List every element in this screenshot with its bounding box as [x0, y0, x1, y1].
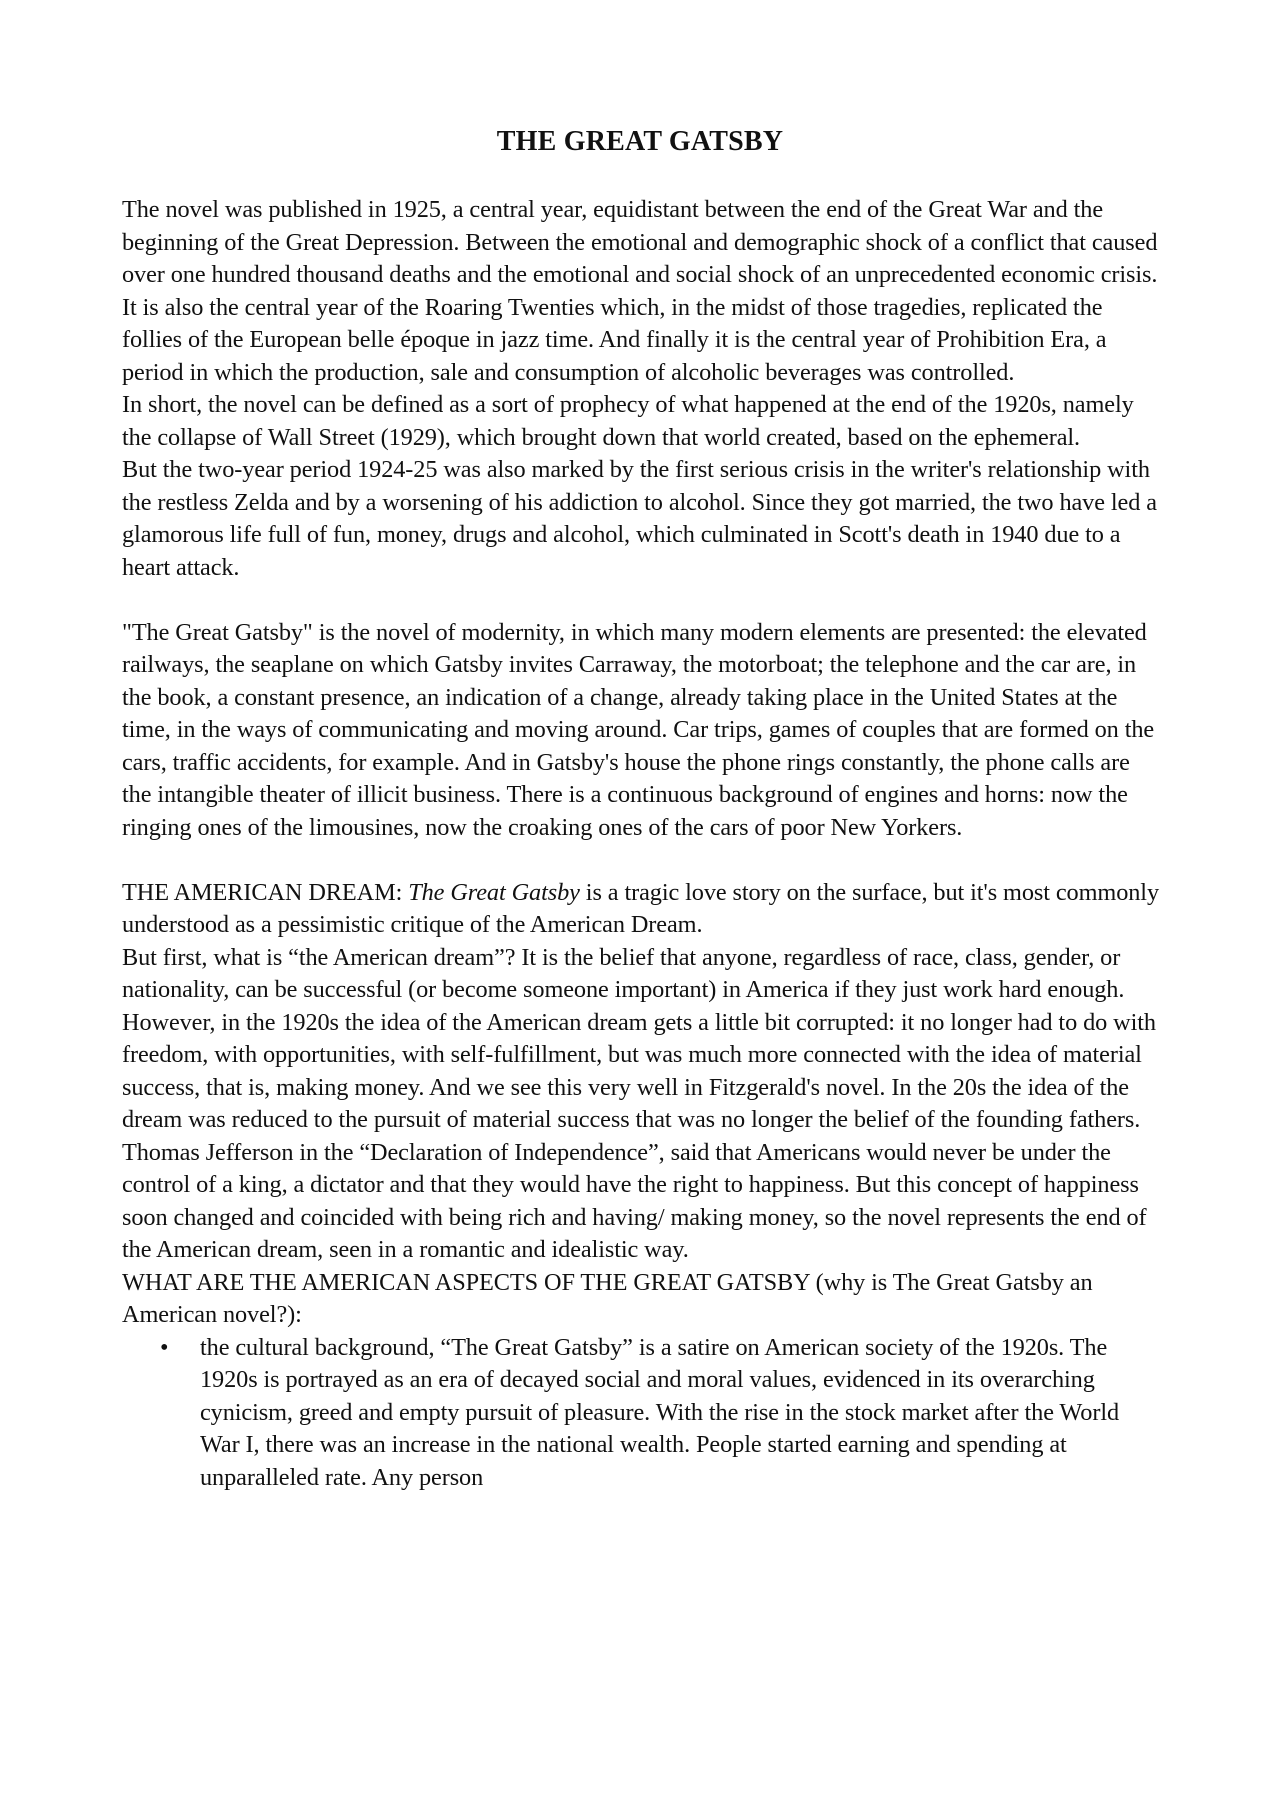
paragraph-american-dream-intro — [122, 877, 1162, 942]
aspects-list — [122, 1332, 1162, 1495]
american-dream-intro-text: is a tragic love story on the surface, but it's most commonly understood as a pessimistic critique of the American Dream. — [122, 878, 1159, 938]
list-item — [122, 1332, 1162, 1495]
paragraph-author-crisis: But the two-year period 1924-25 was also marked by the first serious crisis in the writer's relationship with the restless Zelda and by a worsening of his addiction to alcohol. Since they got married, the two have led a glamorous life full of fun, money, drugs and alcohol, which culminated in Scott's death in 1940 due to a heart attack. — [122, 456, 1157, 581]
document-body — [122, 194, 1162, 1494]
paragraph-spacer — [122, 844, 1162, 877]
book-title-italic: The Great Gatsby — [408, 878, 580, 906]
list-item-text: the cultural background, “The Great Gatsby” is a satire on American society of the 1920s. The 1920s is portrayed as an era of decayed social and moral values, evidenced in its overarching cynicism, greed and empty pursuit of pleasure. With the rise in the stock market after the World War I, there was an increase in the national wealth. People started earning and spending at unparalleled rate. Any person — [200, 1333, 1120, 1491]
american-dream-heading: THE AMERICAN DREAM: — [122, 878, 409, 906]
paragraph-modernity: "The Great Gatsby" is the novel of modernity, in which many modern elements are presented: the elevated railways, the seaplane on which Gatsby invites Carraway, the motorboat; the telephone and the car are, in the book, a constant presence, an indication of a change, already taking place in the United States at the time, in the ways of communicating and moving around. Car trips, games of couples that are formed on the cars, traffic accidents, for example. And in Gatsby's house the phone rings constantly, the phone calls are the intangible theater of illicit business. There is a continuous background of engines and horns: now the ringing ones of the limousines, now the croaking ones of the cars of poor New Yorkers. — [122, 618, 1155, 841]
paragraph-american-aspects-heading: WHAT ARE THE AMERICAN ASPECTS OF THE GREAT GATSBY (why is The Great Gatsby an American novel?): — [122, 1268, 1093, 1328]
paragraph-american-dream-definition: But first, what is “the American dream”? It is the belief that anyone, regardless of race, class, gender, or nationality, can be successful (or become someone important) in America if they just work hard enough. However, in the 1920s the idea of the American dream gets a little bit corrupted: it no longer had to do with freedom, with opportunities, with self-fulfillment, but was much more connected with the idea of material success, that is, making money. And we see this very well in Fitzgerald's novel. In the 20s the idea of the dream was reduced to the pursuit of material success that was no longer the belief of the founding fathers. Thomas Jefferson in the “Declaration of Independence”, said that Americans would never be under the control of a king, a dictator and that they would have the right to happiness. But this concept of happiness soon changed and coincided with being rich and having/ making money, so the novel represents the end of the American dream, seen in a romantic and idealistic way. — [122, 943, 1156, 1263]
bullet-marker: • — [160, 1333, 169, 1361]
paragraph-publication-context: The novel was published in 1925, a central year, equidistant between the end of the Great War and the beginning of the Great Depression. Between the emotional and demographic shock of a conflict that caused over one hundred thousand deaths and the emotional and social shock of an unprecedented economic crisis. It is also the central year of the Roaring Twenties which, in the midst of those tragedies, replicated the follies of the European belle époque in jazz time. And finally it is the central year of Prohibition Era, a period in which the production, sale and consumption of alcoholic beverages was controlled. — [122, 196, 1158, 386]
page-title: THE GREAT GATSBY — [496, 126, 784, 157]
paragraph-prophecy: In short, the novel can be defined as a sort of prophecy of what happened at the end of the 1920s, namely the collapse of Wall Street (1929), which brought down that world created, based on the ephemeral. — [122, 391, 1134, 451]
paragraph-spacer — [122, 584, 1162, 617]
